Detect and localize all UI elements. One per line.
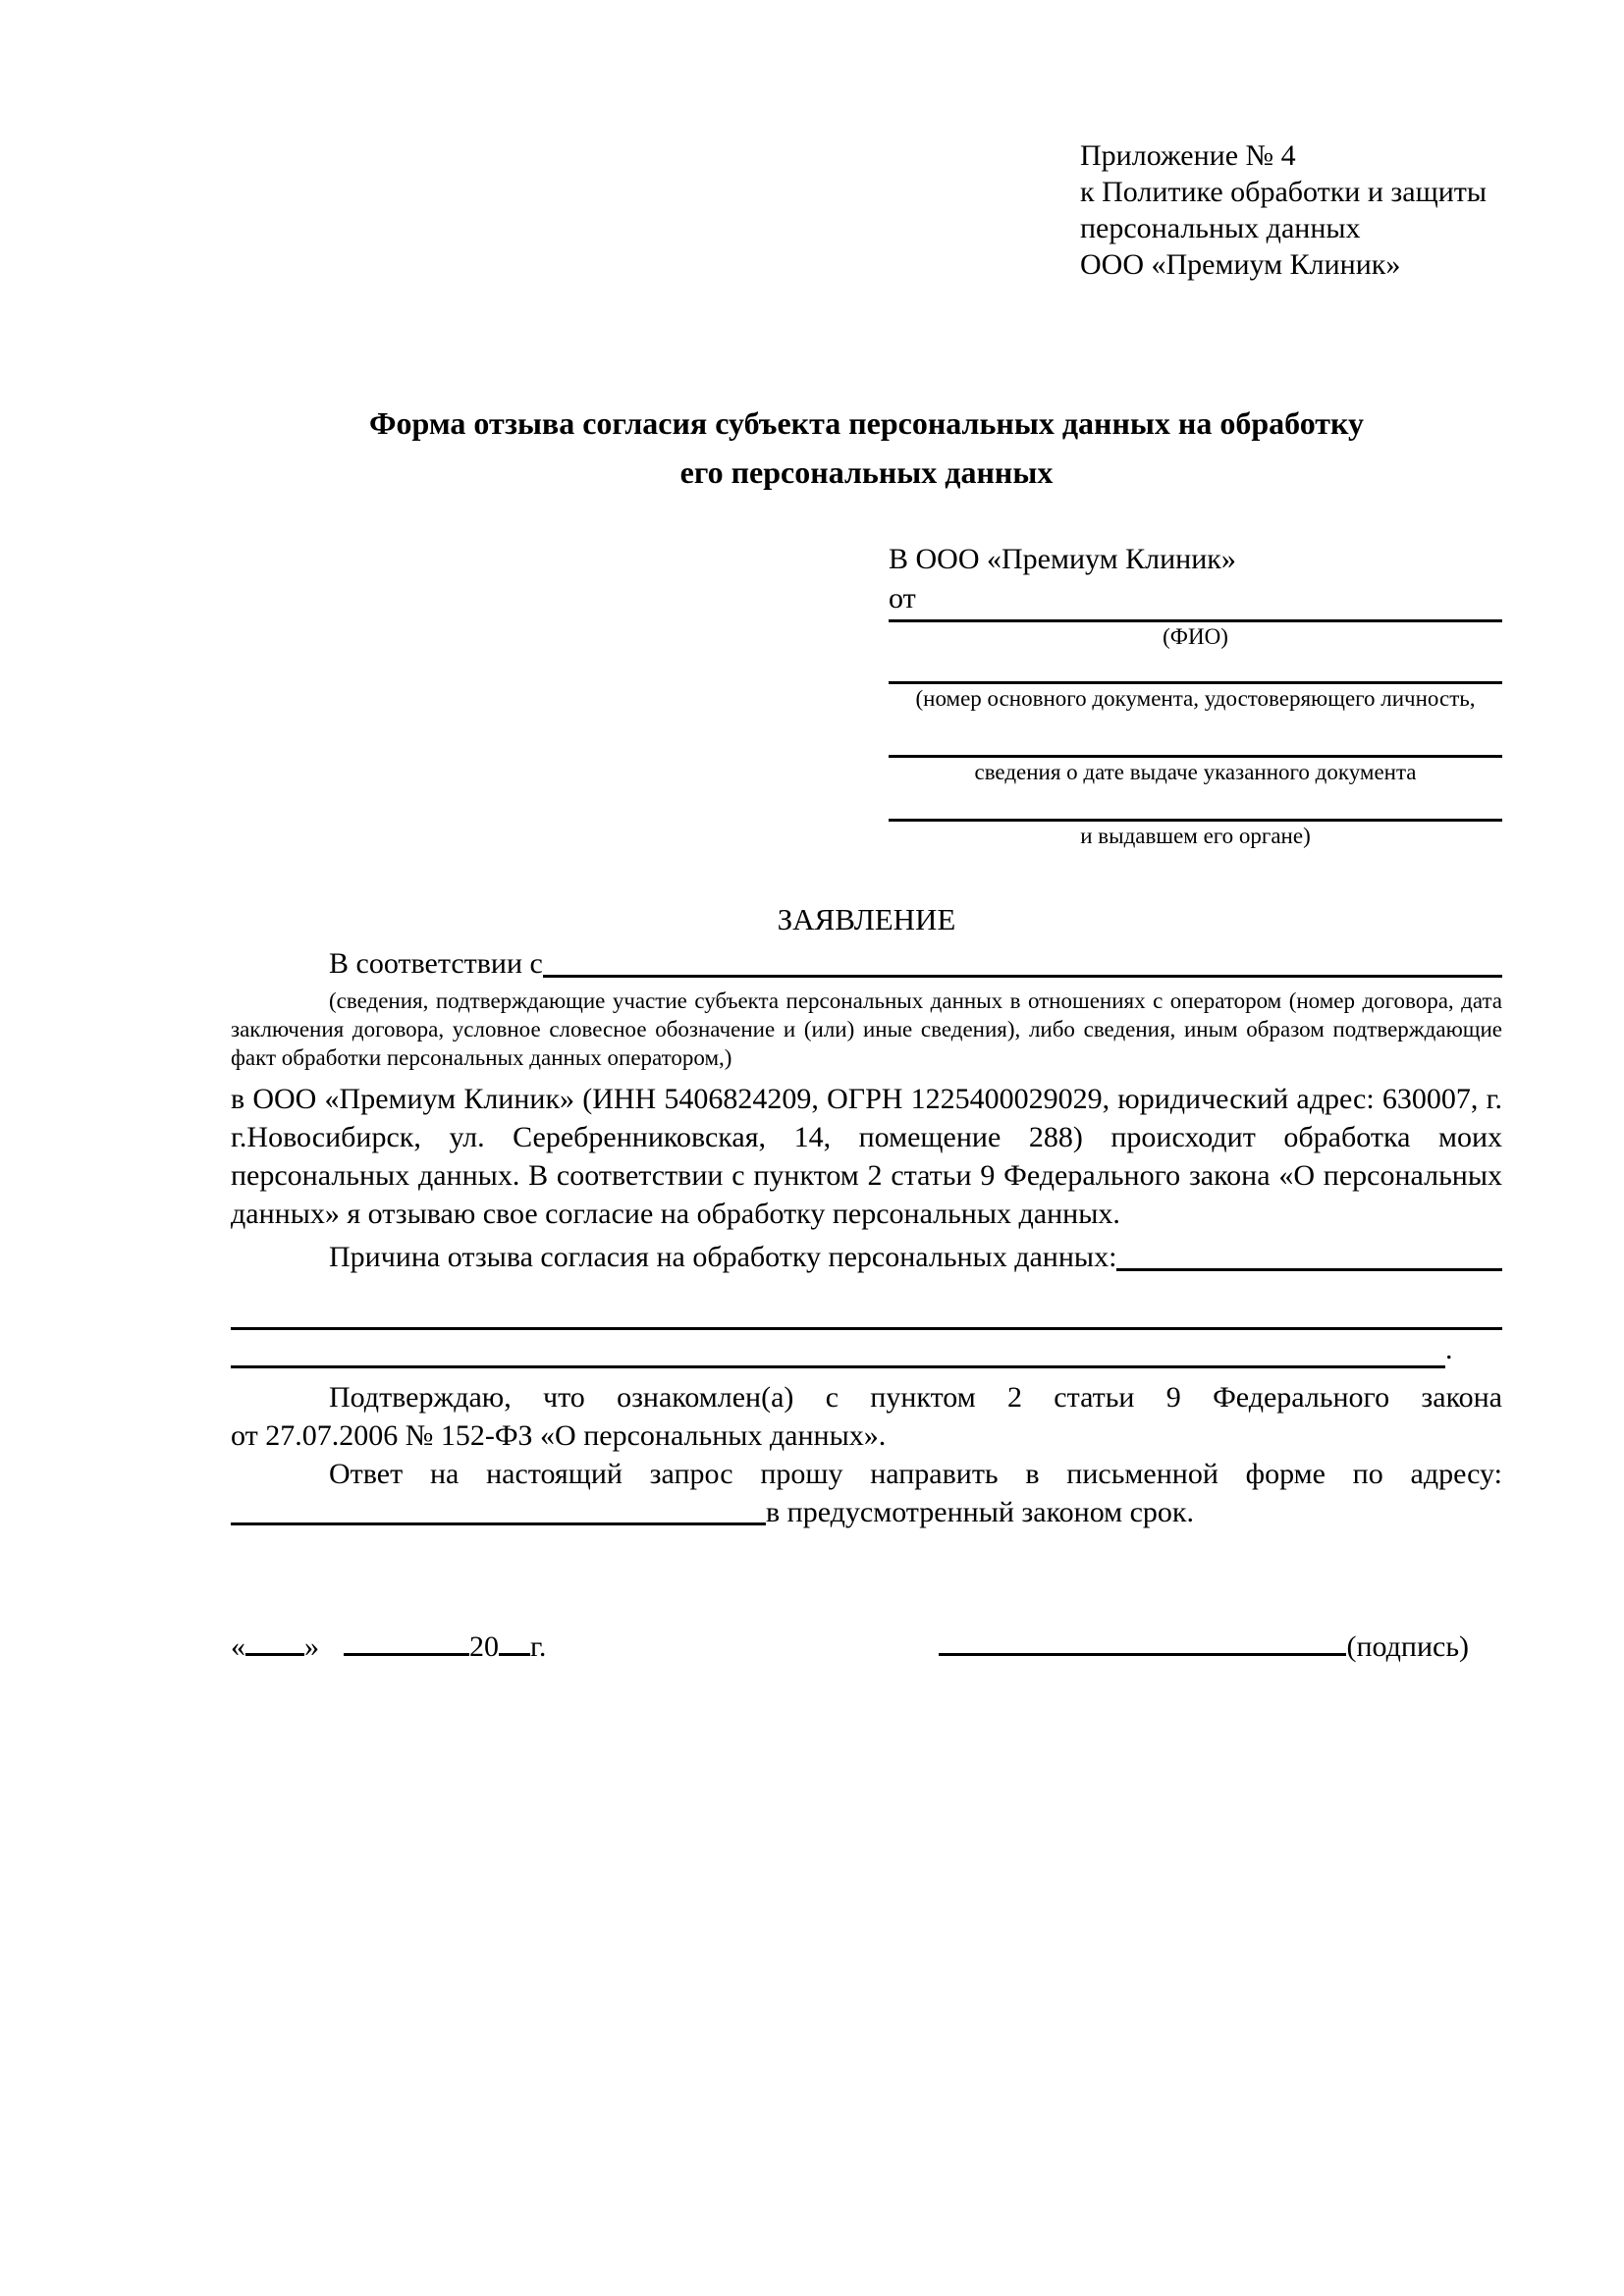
reason-terminator: .: [1445, 1333, 1453, 1365]
year-suffix: г.: [530, 1630, 547, 1663]
issuing-authority-blank-line[interactable]: [889, 787, 1502, 822]
date-group: [231, 1626, 546, 1666]
reply-suffix: в предусмотренный законом срок.: [766, 1496, 1194, 1528]
signature-group: [939, 1626, 1469, 1666]
signature-blank-line[interactable]: [939, 1626, 1346, 1656]
appendix-block: [1080, 137, 1502, 283]
appendix-line: Приложение № 4: [1080, 139, 1296, 172]
reason-continuation-line-1[interactable]: [231, 1302, 1502, 1330]
page-title: [231, 399, 1502, 497]
quote-open: «: [231, 1630, 245, 1663]
day-blank[interactable]: [245, 1626, 304, 1656]
reason-row: [231, 1238, 1502, 1276]
addressee-from-label: от: [889, 582, 916, 614]
year-blank[interactable]: [499, 1626, 530, 1656]
appendix-line: ООО «Премиум Клиник»: [1080, 248, 1401, 281]
addressee-block: [889, 540, 1502, 851]
address-blank-line[interactable]: [231, 1522, 766, 1525]
accordance-blank-line[interactable]: [543, 944, 1502, 978]
month-blank[interactable]: [344, 1626, 469, 1656]
page-title-line: Форма отзыва согласия субъекта персональных данных на обработку: [369, 405, 1364, 441]
fio-caption: (ФИО): [1163, 624, 1228, 649]
reply-paragraph-line-2: [231, 1493, 1502, 1531]
date-signature-row: [231, 1626, 1502, 1666]
reply-paragraph-line-1: Ответ на настоящий запрос прошу направить в письменной форме по адресу:: [329, 1458, 1502, 1490]
year-prefix: 20: [469, 1630, 499, 1663]
confirm-paragraph-line-1: Подтверждаю, что ознакомлен(а) с пунктом 2 статьи 9 Федерального закона: [329, 1381, 1502, 1414]
reason-prefix: Причина отзыва согласия на обработку персональных данных:: [329, 1241, 1117, 1273]
statement-heading: ЗАЯВЛЕНИЕ: [777, 902, 956, 936]
fine-print-note: (сведения, подтверждающие участие субъекта персональных данных в отношениях с оператором (номер договора, дата заключения договора, условное словесное обозначение и (или) иные сведения), либо сведения, иным образом подтверждающие факт обработки персональных данных оператором,): [231, 988, 1502, 1070]
page-title-line: его персональных данных: [679, 454, 1054, 490]
appendix-line: к Политике обработки и защиты: [1080, 176, 1488, 208]
quote-close: »: [304, 1630, 319, 1663]
document-number-blank-line[interactable]: [889, 652, 1502, 684]
appendix-line: персональных данных: [1080, 212, 1361, 244]
reason-continuation-row: [231, 1330, 1502, 1368]
signature-caption: (подпись): [1346, 1630, 1469, 1663]
confirm-paragraph-line-2: от 27.07.2006 № 152-ФЗ «О персональных данных».: [231, 1419, 887, 1452]
accordance-prefix: В соответствии с: [329, 947, 543, 980]
body-paragraph: в ООО «Премиум Клиник» (ИНН 5406824209, ОГРН 1225400029029, юридический адрес: 630007, г. г.Новосибирск, ул. Серебренниковская, 14, помещение 288) происходит обработка моих персональных данных. В соответствии с пунктом 2 статьи 9 Федерального закона «О персональных данных» я отзываю свое согласие на обработку персональных данных.: [231, 1083, 1502, 1230]
reason-continuation-line-2[interactable]: [231, 1331, 1445, 1368]
issue-date-caption: сведения о дате выдаче указанного документа: [974, 760, 1417, 784]
reason-blank-line[interactable]: [1116, 1238, 1502, 1271]
document-number-caption: (номер основного документа, удостоверяющего личность,: [915, 686, 1476, 711]
document-content: [231, 0, 1502, 1666]
issuing-authority-caption: и выдавшем его органе): [1080, 824, 1311, 848]
accordance-row: [231, 944, 1502, 983]
issue-date-blank-line[interactable]: [889, 714, 1502, 758]
addressee-to: В ООО «Премиум Клиник»: [889, 543, 1236, 575]
